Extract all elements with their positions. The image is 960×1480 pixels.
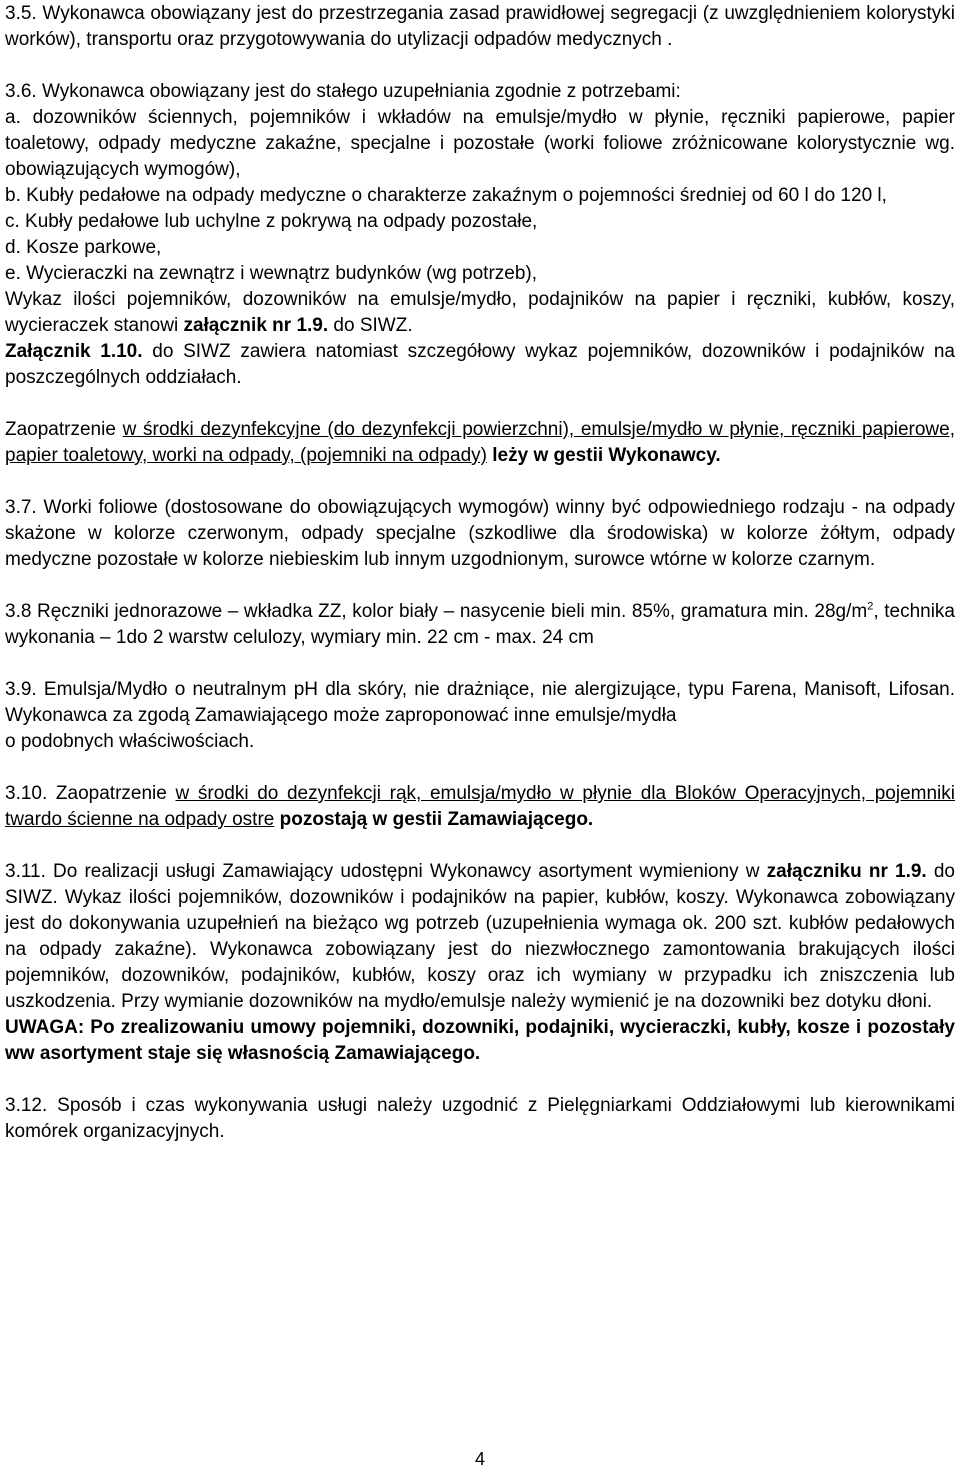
supply-underlined: w środki dezynfekcyjne (do dezynfekcji powierzchni), emulsje/mydło w płynie, ręczniki papierowe, papier toaletowy, worki na odpady, (pojemniki na odpady) (5, 419, 956, 466)
section-3-8 (5, 599, 955, 651)
document-body (5, 1, 955, 1145)
section-3-11-rest: do SIWZ. Wykaz ilości pojemników, dozowników i podajników na papier, kubłów, koszy. Wykonawca zobowiązany jest do dokonywania uzupełnień na bieżąco wg potrzeb (uzupełnienia wymaga ok. 200 szt. kubłów pedałowych na odpady zakaźne). Wykonawca zobowiązany jest do niezwłocznego zamontowania brakujących ilości pojemników, dozowników, podajników, kubłów, koszy oraz ich wymiany w przypadku ich zniszczenia lub uszkodzenia. Przy wymianie dozowników na mydło/emulsje należy wymienić je na dozowniki bez dotyku dłoni. (5, 861, 955, 1012)
list-item-a: a. dozowników ściennych, pojemników i wkładów na emulsje/mydło w płynie, ręczniki papierowe, papier toaletowy, odpady medyczne zakaźne, specjalne i pozostałe (worki foliowe zróżnicowane kolorystycznie wg. obowiązujących wymogów), (5, 107, 955, 180)
wykaz-tail: do SIWZ. (328, 315, 413, 336)
attachment-ref: załącznik nr 1.9. (183, 315, 329, 336)
warning-note: UWAGA: Po zrealizowaniu umowy pojemniki, dozowniki, podajniki, wycieraczki, kubły, kosze i pozostały ww asortyment staje się własnością Zamawiającego. (5, 1017, 955, 1064)
wykaz-paragraph (5, 287, 955, 339)
section-3-12: 3.12. Sposób i czas wykonywania usługi należy uzgodnić z Pielęgniarkami Oddziałowymi lub kierownikami komórek organizacyjnych. (5, 1095, 955, 1142)
list-item-b: b. Kubły pedałowe na odpady medyczne o charakterze zakaźnym o pojemności średniej od 60 l do 120 l, (5, 185, 887, 206)
section-3-6-intro: 3.6. Wykonawca obowiązany jest do stałego uzupełniania zgodnie z potrzebami: (5, 81, 681, 102)
list-item-d: d. Kosze parkowe, (5, 237, 162, 258)
supply-bold: leży w gestii Wykonawcy. (486, 445, 721, 466)
section-3-5: 3.5. Wykonawca obowiązany jest do przestrzegania zasad prawidłowej segregacji (z uwzględnieniem kolorystyki worków), transportu oraz przygotowywania do utylizacji odpadów medycznych . (5, 3, 955, 50)
section-3-11 (5, 859, 955, 1015)
section-3-8-text: 3.8 Ręczniki jednorazowe – wkładka ZZ, kolor biały – nasycenie bieli min. 85%, gramatura min. 28g/m (5, 601, 868, 622)
attachment-title: Załącznik 1.10. (5, 341, 143, 362)
section-3-10-bold: pozostają w gestii Zamawiającego. (274, 809, 594, 830)
page-number: 4 (474, 1449, 485, 1469)
section-3-9: 3.9. Emulsja/Mydło o neutralnym pH dla skóry, nie drażniące, nie alergizujące, typu Farena, Manisoft, Lifosan. Wykonawca za zgodą Zamawiającego może zaproponować inne emulsje/mydła (5, 679, 955, 726)
section-3-10-lead: 3.10. Zaopatrzenie (5, 783, 176, 804)
list-item-e: e. Wycieraczki na zewnątrz i wewnątrz budynków (wg potrzeb), (5, 263, 538, 284)
attachment-paragraph (5, 339, 955, 391)
superscript: 2 (867, 600, 874, 613)
list-item-c: c. Kubły pedałowe lub uchylne z pokrywą na odpady pozostałe, (5, 211, 538, 232)
section-3-8-tail: , technika wykonania – 1do 2 warstw celulozy, wymiary min. 22 cm - max. 24 cm (5, 601, 955, 648)
section-3-11-lead: 3.11. Do realizacji usługi Zamawiający udostępni Wykonawcy asortyment wymieniony w (5, 861, 767, 882)
supply-paragraph (5, 417, 955, 469)
section-3-7: 3.7. Worki foliowe (dostosowane do obowiązujących wymogów) winny być odpowiedniego rodzaju - na odpady skażone w kolorze czerwonym, odpady specjalne (szkodliwe dla środowiska) w kolorze żółtym, odpady medyczne pozostałe w kolorze niebieskim lub innym uzgodnionym, surowce wtórne w kolorze czarnym. (5, 497, 955, 570)
section-3-10 (5, 781, 955, 833)
section-3-10-underlined: w środki do dezynfekcji rąk, emulsja/mydło w płynie dla Bloków Operacyjnych, pojemniki twardo ścienne na odpady ostre (5, 783, 955, 830)
section-3-9-tail: o podobnych właściwościach. (5, 731, 255, 752)
section-3-11-ref: załączniku nr 1.9. (766, 861, 927, 882)
attachment-text: do SIWZ zawiera natomiast szczegółowy wykaz pojemników, dozowników i podajników na poszczególnych oddziałach. (5, 341, 955, 388)
wykaz-text: Wykaz ilości pojemników, dozowników na emulsje/mydło, podajników na papier i ręczniki, kubłów, koszy, wycieraczek stanowi (5, 289, 955, 336)
supply-lead: Zaopatrzenie (5, 419, 123, 440)
